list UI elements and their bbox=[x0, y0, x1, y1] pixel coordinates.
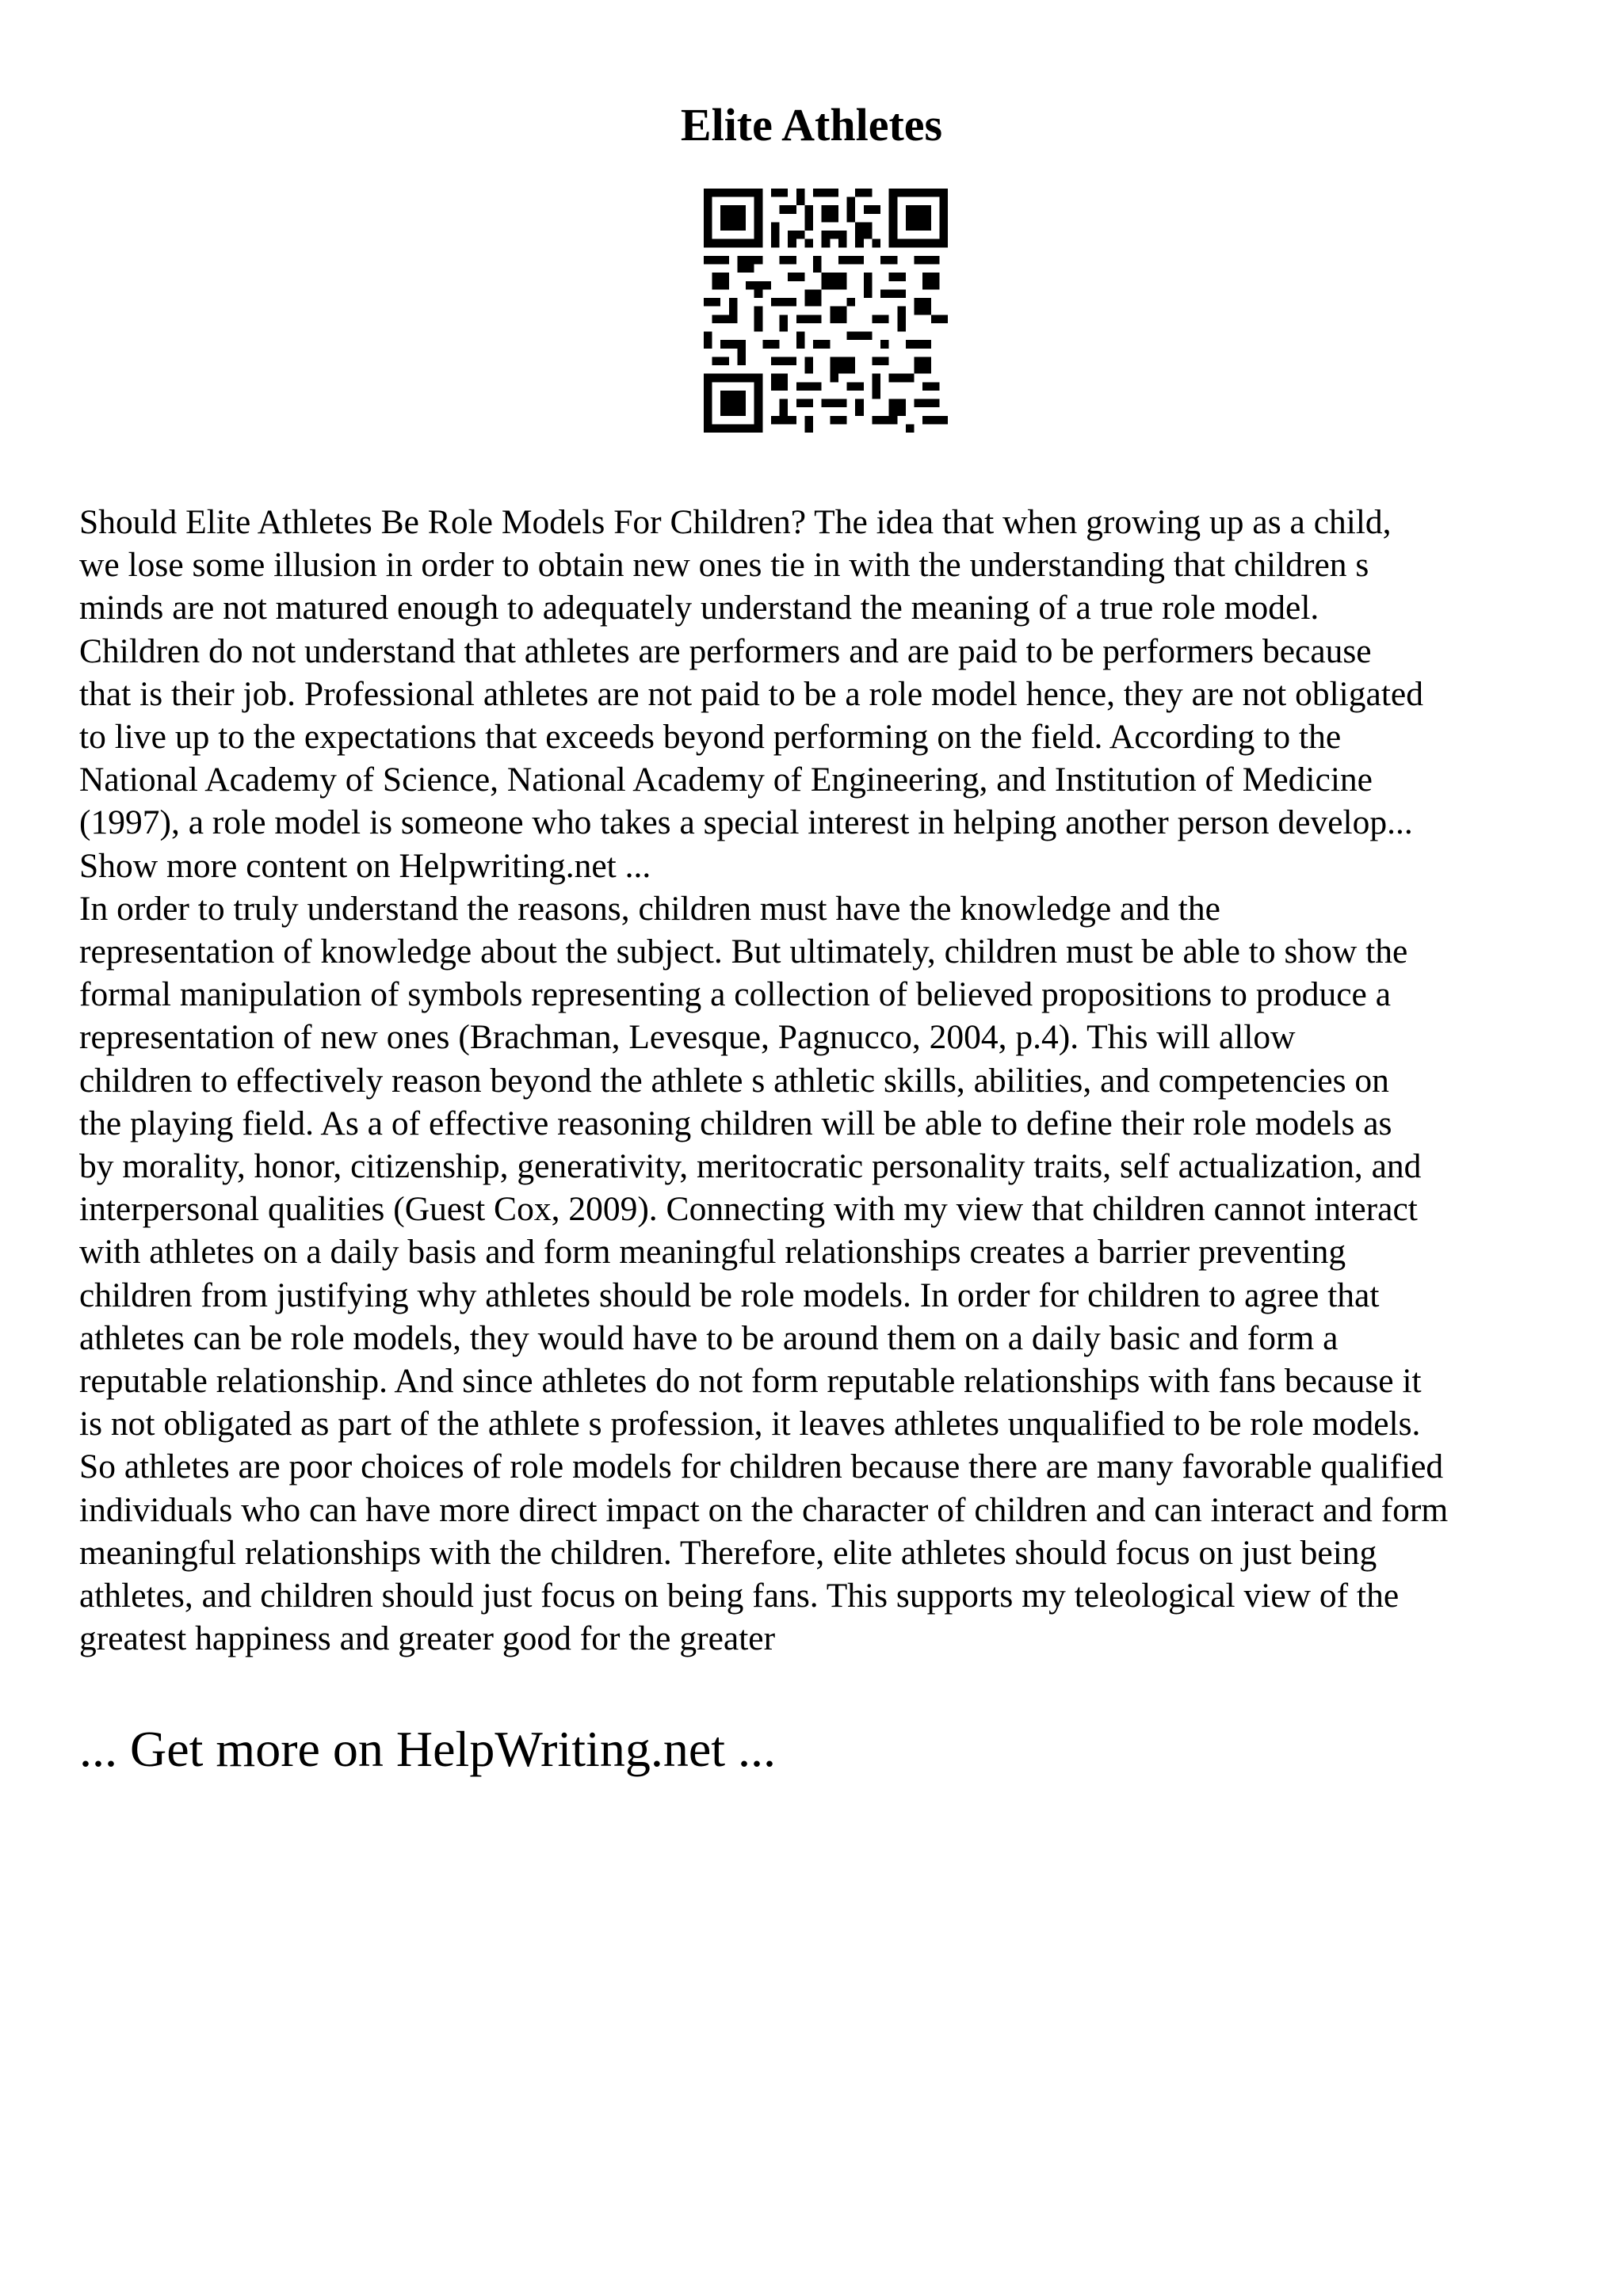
paragraph2-line: athletes, and children should just focus on being fans. This supports my teleological view of the bbox=[79, 1577, 1400, 1615]
paragraph2-line: representation of new ones (Brachman, Levesque, Pagnucco, 2004, p.4). This will allow bbox=[79, 1018, 1296, 1057]
paragraph1-line: Children do not understand that athletes are performers and are paid to be performers because bbox=[79, 631, 1372, 670]
paragraph2-line: representation of knowledge about the subject. But ultimately, children must be able to show the bbox=[79, 933, 1408, 971]
paragraph2-line: with athletes on a daily basis and form meaningful relationships creates a barrier preventing bbox=[79, 1233, 1346, 1272]
paragraph2-line: interpersonal qualities (Guest Cox, 2009). Connecting with my view that children cannot interact bbox=[79, 1190, 1418, 1229]
paragraph1-line: (1997), a role model is someone who takes a special interest in helping another person develop... bbox=[79, 803, 1413, 842]
paragraph2-line: In order to truly understand the reasons, children must have the knowledge and the bbox=[79, 889, 1220, 928]
paragraph2-line: children from justifying why athletes should be role models. In order for children to agree that bbox=[79, 1276, 1380, 1314]
essay-body bbox=[79, 501, 1553, 1660]
paragraph2-line: So athletes are poor choices of role models for children because there are many favorable qualified bbox=[79, 1447, 1444, 1486]
paragraph2-line: children to effectively reason beyond the athlete s athletic skills, abilities, and competencies on bbox=[79, 1061, 1389, 1100]
paragraph1-line: minds are not matured enough to adequately understand the meaning of a true role model. bbox=[79, 589, 1319, 627]
paragraph2-line: is not obligated as part of the athlete s profession, it leaves athletes unqualified to be role models. bbox=[79, 1405, 1421, 1444]
paragraph1-line: National Academy of Science, National Academy of Engineering, and Institution of Medicine bbox=[79, 761, 1373, 799]
paragraph2-line: athletes can be role models, they would have to be around them on a daily basic and form a bbox=[79, 1318, 1338, 1357]
paragraph1-line: that is their job. Professional athletes are not paid to be a role model hence, they are not obligated bbox=[79, 674, 1423, 713]
paragraph1-line: to live up to the expectations that exceeds beyond performing on the field. According to the bbox=[79, 718, 1342, 757]
paragraph2-line: reputable relationship. And since athletes do not form reputable relationships with fans because it bbox=[79, 1362, 1422, 1401]
paragraph2-line: formal manipulation of symbols representing a collection of believed propositions to produce a bbox=[79, 975, 1391, 1014]
get-more-link[interactable]: ... Get more on HelpWriting.net ... bbox=[79, 1721, 776, 1777]
document-title: Elite Athletes bbox=[680, 99, 943, 151]
paragraph2-line: the playing field. As a of effective reasoning children will be able to define their role models as bbox=[79, 1104, 1392, 1142]
paragraph1-line: we lose some illusion in order to obtain new ones tie in with the understanding that children s bbox=[79, 546, 1369, 585]
paragraph2-line: greatest happiness and greater good for the greater bbox=[79, 1619, 776, 1658]
paragraph2-line: meaningful relationships with the children. Therefore, elite athletes should focus on just being bbox=[79, 1533, 1377, 1572]
paragraph1-line: Should Elite Athletes Be Role Models For Children? The idea that when growing up as a child, bbox=[79, 503, 1392, 541]
qr-code-icon bbox=[704, 189, 948, 433]
paragraph2-line: individuals who can have more direct impact on the character of children and can interact and form bbox=[79, 1490, 1449, 1529]
paragraph2-line: by morality, honor, citizenship, generativity, meritocratic personality traits, self actualization, and bbox=[79, 1147, 1422, 1186]
show-more-link[interactable]: Show more content on Helpwriting.net ... bbox=[79, 846, 651, 885]
